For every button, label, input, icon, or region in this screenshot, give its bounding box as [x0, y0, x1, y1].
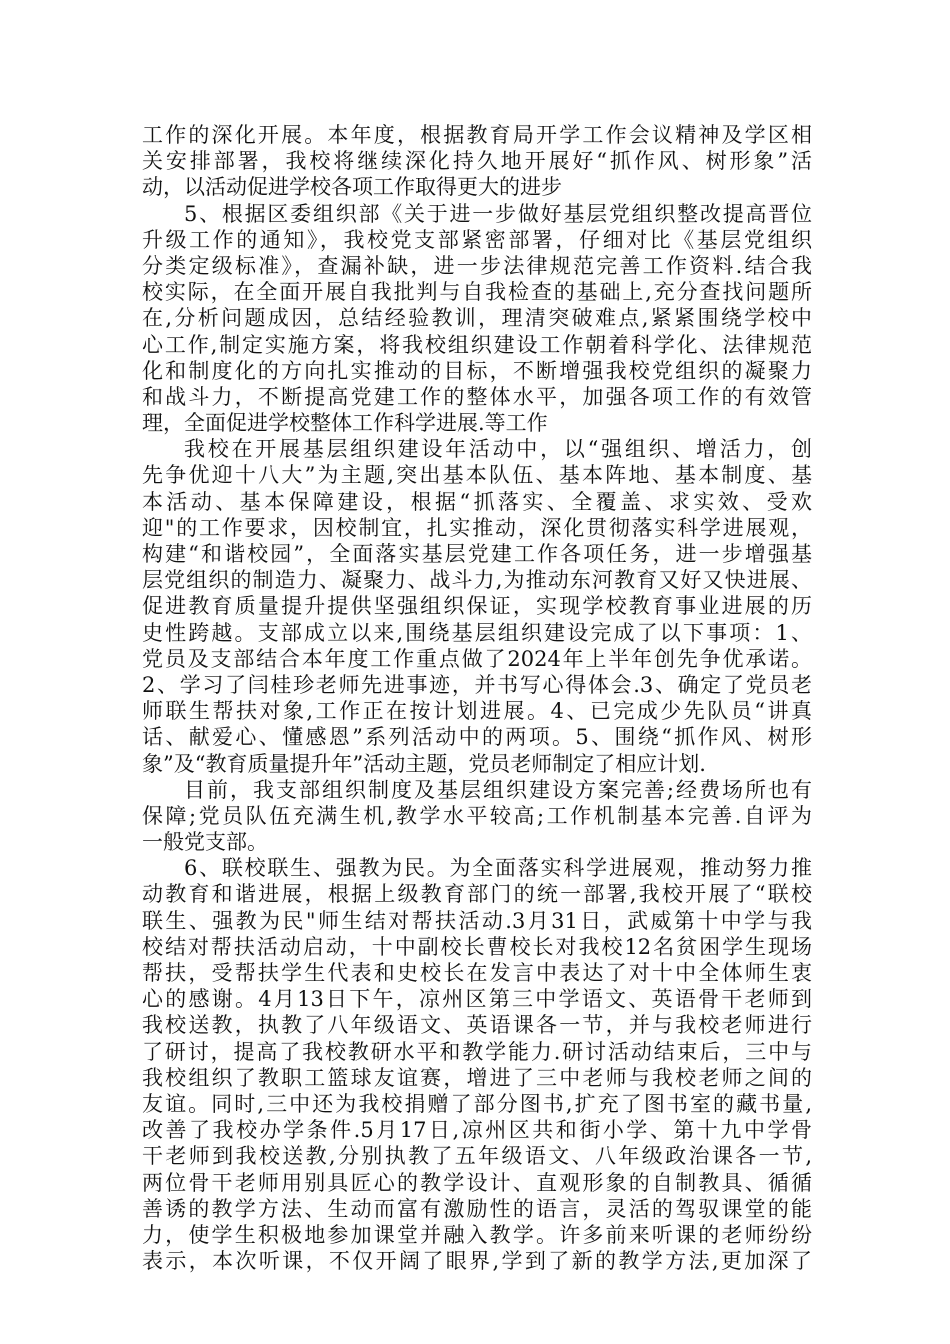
text-line: 友谊。同时,三中还为我校捐赠了部分图书,扩充了图书室的藏书量, — [142, 1091, 812, 1116]
text-line: 心的感谢。4月13日下午，凉州区第三中学语文、英语骨干老师到 — [142, 987, 812, 1012]
text-line: 构建“和谐校园”，全面落实基层党建工作各项任务，进一步增强基 — [142, 542, 812, 566]
paragraph-first-line: 6、联校联生、强教为民。为全面落实科学进展观，推动努力推 — [184, 856, 812, 881]
text-line: 和战斗力，不断提高党建工作的整体水平，加强各项工作的有效管 — [142, 384, 812, 409]
text-line: 了研讨，提高了我校教研水平和教学能力.研讨活动结束后，三中与 — [142, 1039, 812, 1064]
paragraph-first-line: 目前，我支部组织制度及基层组织建设方案完善;经费场所也有 — [184, 777, 812, 802]
text-line: 帮扶，受帮扶学生代表和史校长在发言中表达了对十中全体师生衷 — [142, 961, 812, 985]
text-line: 我校送教，执教了八年级语文、英语课各一节，并与我校老师进行 — [142, 1013, 812, 1038]
text-line: 化和制度化的方向扎实推动的目标，不断增强我校党组织的凝聚力 — [142, 358, 812, 383]
text-line: 动，以活动促进学校各项工作取得更大的进步 — [142, 175, 562, 200]
paragraph-first-line: 5、根据区委组织部《关于进一步做好基层党组织整改提高晋位 — [184, 201, 812, 226]
text-line: 改善了我校办学条件.5月17日,凉州区共和街小学、第十九中学骨 — [142, 1118, 812, 1143]
text-line: 升级工作的通知》，我校党支部紧密部署，仔细对比《基层党组织 — [142, 227, 812, 252]
text-line: 象”及“教育质量提升年”活动主题，党员老师制定了相应计划. — [142, 751, 706, 776]
text-line: 先争优迎十八大”为主题,突出基本队伍、基本阵地、基本制度、基 — [142, 463, 812, 488]
text-line: 分类定级标准》，查漏补缺，进一步法律规范完善工作资料.结合我 — [142, 253, 812, 278]
text-line: 关安排部署，我校将继续深化持久地开展好“抓作风、树形象”活 — [142, 149, 812, 174]
text-line: 善诱的教学方法、生动而富有激励性的语言，灵活的驾驭课堂的能 — [142, 1196, 812, 1221]
text-line: 一般党支部。 — [142, 830, 268, 855]
text-line: 促进教育质量提升提供坚强组织保证，实现学校教育事业进展的历 — [142, 594, 812, 619]
text-line: 心工作,制定实施方案，将我校组织建设工作朝着科学化、法律规范 — [142, 332, 812, 357]
text-line: 保障;党员队伍充满生机,教学水平较高;工作机制基本完善.自评为 — [142, 803, 812, 828]
text-line: 史性跨越。支部成立以来,围绕基层组织建设完成了以下事项：1、 — [142, 620, 812, 645]
text-line: 力，使学生积极地参加课堂并融入教学。许多前来听课的老师纷纷 — [142, 1222, 812, 1247]
text-line: 两位骨干老师用别具匠心的教学设计、直观形象的自制教具、循循 — [142, 1170, 812, 1195]
text-line: 在,分析问题成因，总结经验教训，理清突破难点,紧紧围绕学校中 — [142, 306, 812, 331]
text-line: 2、学习了闫桂珍老师先进事迹，并书写心得体会.3、确定了党员老 — [142, 672, 812, 697]
text-line: 层党组织的制造力、凝聚力、战斗力,为推动东河教育又好又快进展、 — [142, 568, 812, 593]
text-line: 我校组织了教职工篮球友谊赛，增进了三中老师与我校老师之间的 — [142, 1065, 812, 1090]
text-line: 理，全面促进学校整体工作科学进展.等工作 — [142, 411, 548, 436]
text-line: 话、献爱心、懂感恩”系列活动中的两项。5、围绕“抓作风、树形 — [142, 725, 812, 750]
text-line: 工作的深化开展。本年度，根据教育局开学工作会议精神及学区相 — [142, 123, 812, 147]
text-line: 动教育和谐进展，根据上级教育部门的统一部署,我校开展了“联校 — [142, 882, 812, 907]
text-line: 干老师到我校送教,分别执教了五年级语文、八年级政治课各一节, — [142, 1144, 812, 1169]
text-line: 迎"的工作要求，因校制宜，扎实推动，深化贯彻落实科学进展观， — [142, 515, 812, 540]
text-line: 本活动、基本保障建设，根据“抓落实、全覆盖、求实效、受欢 — [142, 489, 812, 514]
text-line: 师联生帮扶对象,工作正在按计划进展。4、已完成少先队员“讲真 — [142, 699, 812, 724]
paragraph-first-line: 我校在开展基层组织建设年活动中，以“强组织、增活力，创 — [184, 437, 812, 462]
text-line: 校实际，在全面开展自我批判与自我检查的基础上,充分查找问题所 — [142, 280, 812, 305]
text-line: 校结对帮扶活动启动，十中副校长曹校长对我校12名贫困学生现场 — [142, 934, 812, 959]
text-line: 表示，本次听课，不仅开阔了眼界,学到了新的教学方法,更加深了 — [142, 1249, 812, 1274]
document-body — [142, 122, 812, 1274]
text-line: 党员及支部结合本年度工作重点做了2024年上半年创先争优承诺。 — [142, 646, 812, 671]
text-line: 联生、强教为民"师生结对帮扶活动.3月31日，武威第十中学与我 — [142, 908, 812, 933]
